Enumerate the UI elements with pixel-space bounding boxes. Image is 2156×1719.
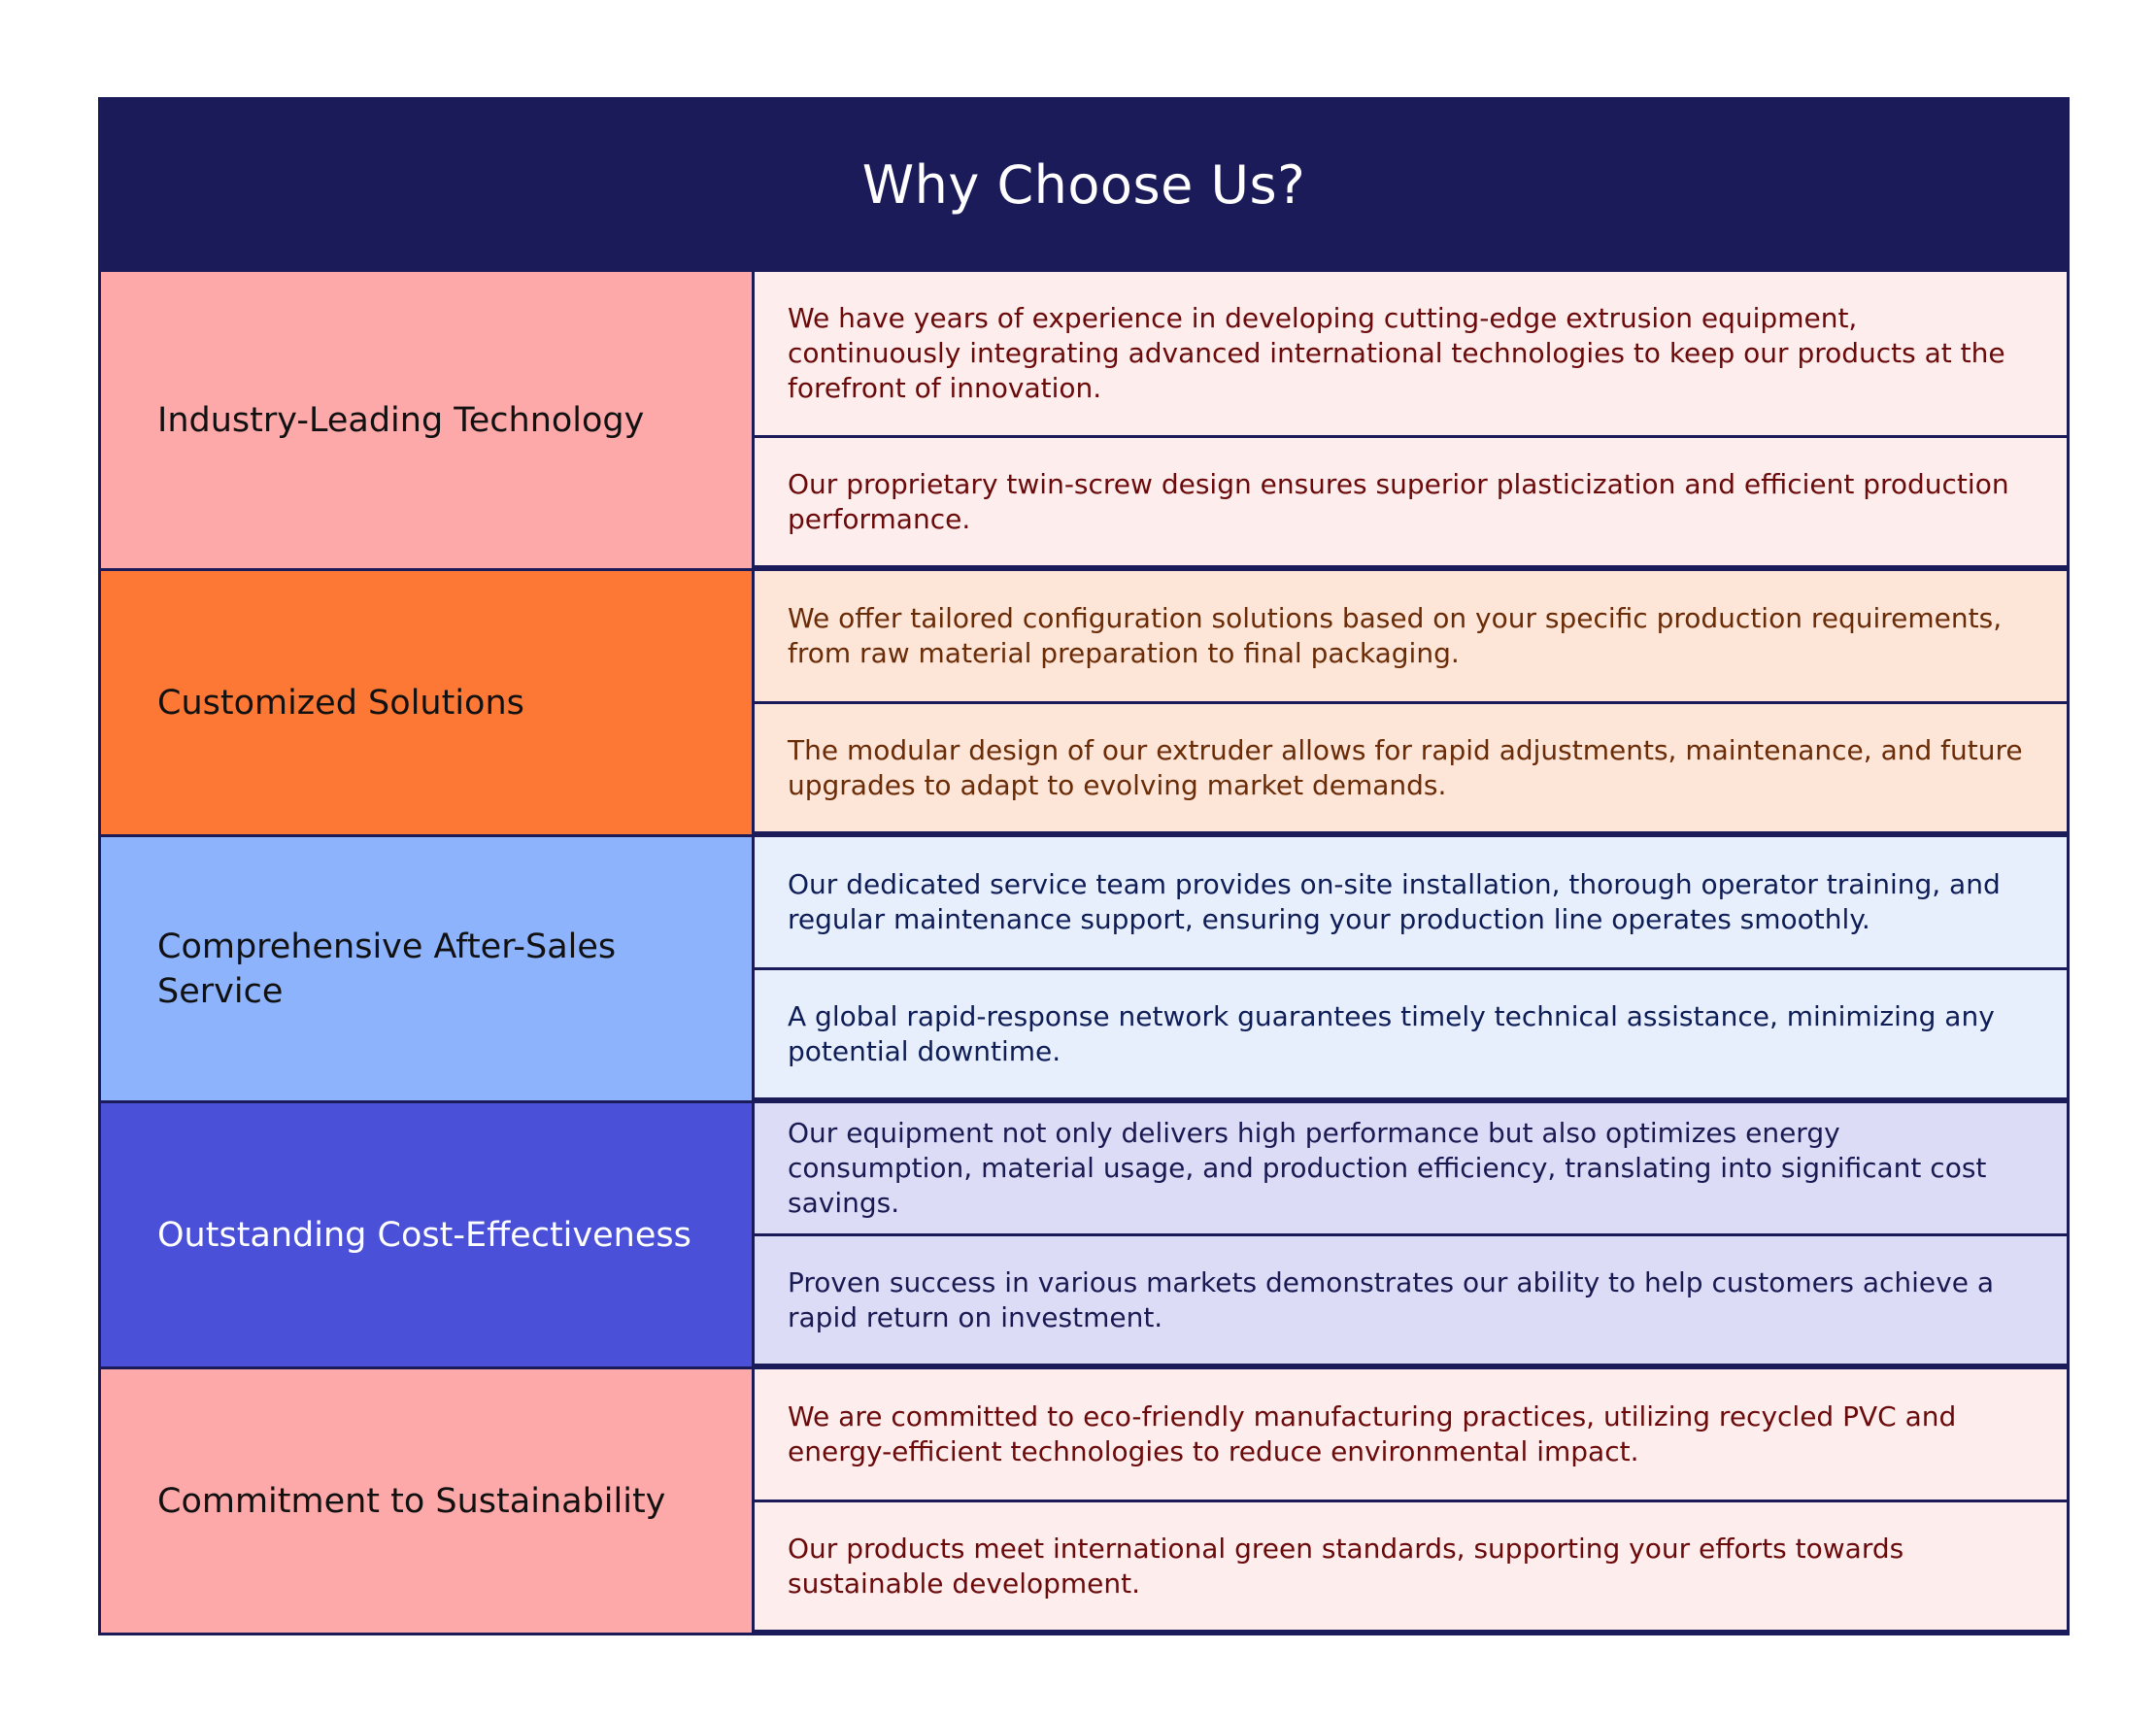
point-item: We have years of experience in developing cutting-edge extrusion equipment, continuously integrating advanced international technologies to keep our products at the forefront of innovation.: [755, 272, 2067, 435]
category-label: Comprehensive After-Sales Service: [101, 837, 755, 1100]
point-item: Proven success in various markets demonstrates our ability to help customers achieve a rapid return on investment.: [755, 1233, 2067, 1364]
category-label: Outstanding Cost-Effectiveness: [101, 1103, 755, 1366]
point-item: Our proprietary twin-screw design ensures superior plasticization and efficient production performance.: [755, 435, 2067, 565]
section-sustainability: [101, 1366, 2067, 1633]
points-list: [755, 837, 2067, 1100]
point-item: Our dedicated service team provides on-site installation, thorough operator training, and regular maintenance support, ensuring your production line operates smoothly.: [755, 837, 2067, 967]
points-list: [755, 272, 2067, 568]
section-customized-solutions: [101, 568, 2067, 834]
category-label: Industry-Leading Technology: [101, 272, 755, 568]
points-list: [755, 571, 2067, 834]
section-cost-effectiveness: [101, 1100, 2067, 1366]
section-after-sales-service: [101, 834, 2067, 1100]
section-industry-leading-technology: [101, 269, 2067, 568]
category-label: Commitment to Sustainability: [101, 1369, 755, 1633]
point-item: We offer tailored configuration solutions based on your specific production requirements, from raw material preparation to final packaging.: [755, 571, 2067, 701]
point-item: A global rapid-response network guarantees timely technical assistance, minimizing any potential downtime.: [755, 967, 2067, 1097]
why-choose-us-table: [98, 97, 2070, 1635]
point-item: Our equipment not only delivers high performance but also optimizes energy consumption, material usage, and production efficiency, translating into significant cost savings.: [755, 1103, 2067, 1233]
table-title: Why Choose Us?: [101, 100, 2067, 269]
point-item: We are committed to eco-friendly manufacturing practices, utilizing recycled PVC and energy-efficient technologies to reduce environmental impact.: [755, 1369, 2067, 1500]
points-list: [755, 1103, 2067, 1366]
point-item: The modular design of our extruder allows for rapid adjustments, maintenance, and future upgrades to adapt to evolving market demands.: [755, 701, 2067, 831]
points-list: [755, 1369, 2067, 1633]
category-label: Customized Solutions: [101, 571, 755, 834]
point-item: Our products meet international green standards, supporting your efforts towards sustainable development.: [755, 1500, 2067, 1630]
